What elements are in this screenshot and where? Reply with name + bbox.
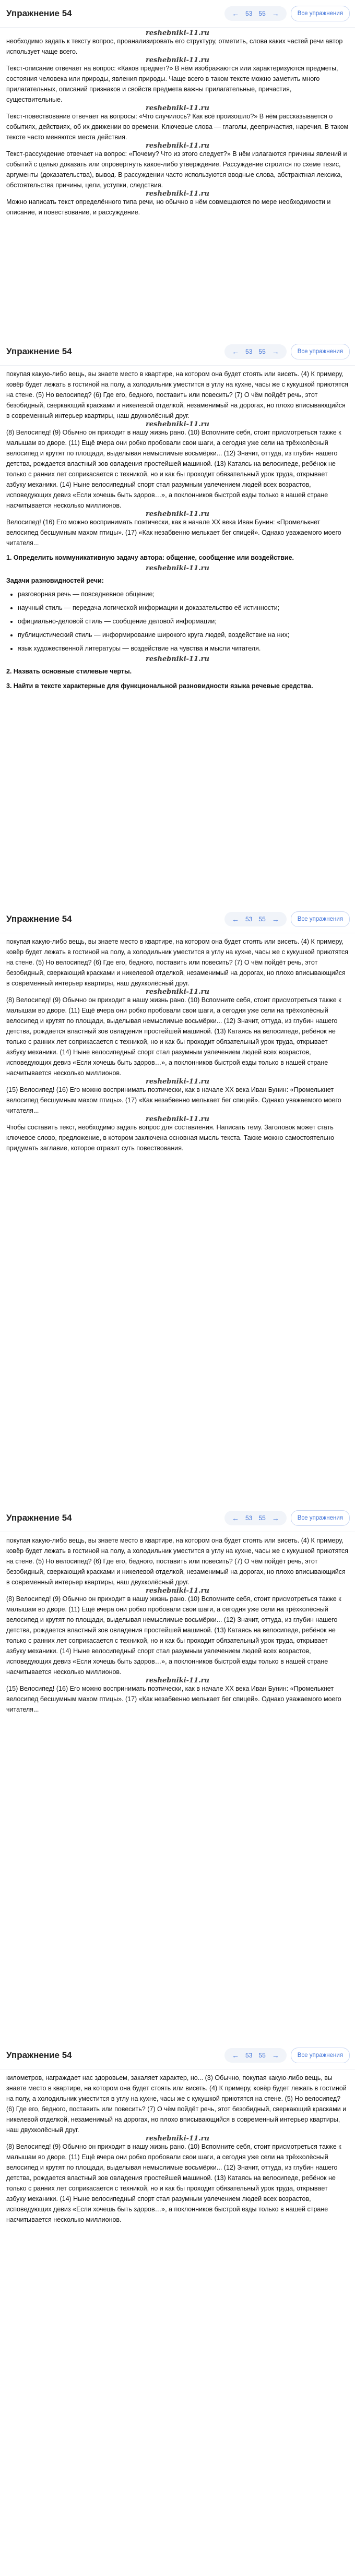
pager xyxy=(224,6,287,21)
exercise-nav xyxy=(224,2048,350,2063)
exercise-title: Упражнение 54 xyxy=(6,1513,72,1523)
watermark: reshebniki-11.ru xyxy=(146,1078,209,1086)
watermark: reshebniki-11.ru xyxy=(146,190,209,198)
paragraph: Велосипед! (16) Его можно воспринимать поэтически, как в начале XX века Иван Бунин: «Промелькнет велосипед бесшумным махом птицы». (17) «Как незабвенно мелькает бег спицей». Однако уважаемого моего читателя... xyxy=(6,519,341,547)
list-item: • официально-деловой стиль — сообщение деловой информации; xyxy=(18,616,349,627)
paragraph: (15) Велосипед! (16) Его можно воспринимать поэтически, как в начале XX века Иван Бунин: «Промелькнет велосипед бесшумным махом птицы». (17) «Как незабвенно мелькает бег спицей». Однако уважаемого моего читателя... xyxy=(6,1685,341,1713)
chevron-left-icon[interactable]: ← xyxy=(232,347,240,356)
next-exercise-link[interactable]: 55 xyxy=(258,1514,266,1522)
watermark: reshebniki-11.ru xyxy=(146,988,209,996)
watermark: reshebniki-11.ru xyxy=(146,510,209,518)
watermark: reshebniki-11.ru xyxy=(146,420,209,428)
pager xyxy=(224,344,287,359)
paragraph: Текст-описание отвечает на вопрос: «Каков предмет?» В нём изображаются или характеризуются предметы, состояния человека или природы, явления природы. Чаще всего в таком тексте можно заметить много прилагательных, описаний признаков и свойств предмета важны прилагательные, причастия, существительные. xyxy=(6,65,338,103)
watermark: reshebniki-11.ru xyxy=(146,2135,209,2142)
task-heading: Задачи разновидностей речи: xyxy=(6,577,104,584)
paragraph: (8) Велосипед! (9) Обычно он приходит в нашу жизнь рано. (10) Вспомните себя, стоит присмотреться также к малышам во дворе. (11) Ещё вчера они робко пробовали свои шаги, а сегодня уже сели на трёхколёсный велосипед и крутят по площади, выделывая немыслимые восьмёрки... (12) Значит, оттуда, из глубин нашего детства, рождается властный зов овладения простейшей машиной. (13) Катаясь на велосипеде, ребёнок не только с ранних лет соприкасается с техникой, но и как бы проходит обязательный урок труда, открывает азбуку механики. (14) Ныне велосипедный спорт стал разумным увлечением людей всех возрастов, исповедующих девиз «Если хочешь быть здоров…», а поклонников быстрой езды только в нашей стране насчитывается несколько миллионов. xyxy=(6,996,341,1077)
list-item: • разговорная речь — повседневное общение; xyxy=(18,589,349,599)
all-exercises-button[interactable]: Все упражнения xyxy=(291,1510,350,1526)
paragraph: километров, награждает нас здоровьем, закаляет характер, но... (3) Обычно, покупая какую-либо вещь, вы знаете место в квартире, на котором она будет стоять или висеть. (4) К примеру, ковёр будет лежать в гостиной на полу, а холодильник уместится в углу на кухне, часы же с кукушкой приютятся на стене. (5) Но велосипед? (6) Где его, бедного, поставить или повесить? (7) О чём пойдёт речь, этот безобидный, сверкающий красками и никелевой отделкой, незаменимый на дорогах, но плохо вписывающийся в современный интерьер квартиры, наш двухколёсный друг. xyxy=(6,2074,347,2134)
watermark: reshebniki-11.ru xyxy=(146,142,209,150)
prev-exercise-link[interactable]: 53 xyxy=(245,916,253,923)
paragraph: Текст-рассуждение отвечает на вопрос: «Почему? Что из этого следует?» В нём излагаются причины явлений и событий с целью доказать или опровергнуть какое-либо утверждение. Рассуждение строится по схеме тезис, аргументы (доказательства), вывод. В рассуждении часто используются вводные слова, абстрактная лексика, обстоятельства причины, цели, уступки, следствия. xyxy=(6,150,347,189)
list-item: • публицистический стиль — информирование широкого круга людей, воздействие на них; xyxy=(18,630,349,640)
chevron-left-icon[interactable]: ← xyxy=(232,9,240,18)
chevron-left-icon[interactable]: ← xyxy=(232,2051,240,2060)
prev-exercise-link[interactable]: 53 xyxy=(245,348,253,355)
next-exercise-link[interactable]: 55 xyxy=(258,916,266,923)
exercise-nav xyxy=(224,344,350,359)
watermark: reshebniki-11.ru xyxy=(146,1115,209,1123)
exercise-header xyxy=(0,2042,355,2069)
exercise-section-4 xyxy=(0,1504,355,2042)
watermark: reshebniki-11.ru xyxy=(146,104,209,112)
task-heading: 2. Назвать основные стилевые черты. xyxy=(6,668,132,675)
paragraph: Можно написать текст определённого типа речи, но обычно в нём совмещаются по мере необходимости и описание, и повествование, и рассуждение. xyxy=(6,198,331,216)
exercise-section-5 xyxy=(0,2042,355,2576)
watermark: reshebniki-11.ru xyxy=(146,56,209,64)
chevron-right-icon[interactable]: → xyxy=(271,1514,279,1522)
exercise-section-3 xyxy=(0,906,355,1504)
all-exercises-button[interactable]: Все упражнения xyxy=(291,344,350,359)
exercise-section-2 xyxy=(0,338,355,906)
chevron-right-icon[interactable]: → xyxy=(271,2051,279,2060)
exercise-nav xyxy=(224,911,350,927)
paragraph: покупая какую-либо вещь, вы знаете место в квартире, на котором она будет стоять или висеть. (4) К примеру, ковёр будет лежать в гостиной на полу, а холодильник уместится в углу на кухне, часы же с кукушкой приютятся на стене. (5) Но велосипед? (6) Где его, бедного, поставить или повесить? (7) О чём пойдёт речь, этот безобидный, сверкающий красками и никелевой отделкой, незаменимый на дорогах, но плохо вписывающийся в современный интерьер квартиры, наш двухколёсный друг. xyxy=(6,938,348,987)
exercise-title: Упражнение 54 xyxy=(6,914,72,924)
all-exercises-button[interactable]: Все упражнения xyxy=(291,2048,350,2063)
task-heading: 3. Найти в тексте характерные для функциональной разновидности языка речевые средства. xyxy=(6,682,313,690)
prev-exercise-link[interactable]: 53 xyxy=(245,10,253,17)
exercise-title: Упражнение 54 xyxy=(6,346,72,356)
pager xyxy=(224,2048,287,2063)
paragraph: (8) Велосипед! (9) Обычно он приходит в нашу жизнь рано. (10) Вспомните себя, стоит присмотреться также к малышам во дворе. (11) Ещё вчера они робко пробовали свои шаги, а сегодня уже сели на трёхколёсный велосипед и крутят по площади, выделывая немыслимые восьмёрки... (12) Значит, оттуда, из глубин нашего детства, рождается властный зов овладения простейшей машиной. (13) Катаясь на велосипеде, ребёнок не только с ранних лет соприкасается с техникой, но и как бы проходит обязательный урок труда, открывает азбуку механики. (14) Ныне велосипедный спорт стал разумным увлечением людей всех возрастов, исповедующих девиз «Если хочешь быть здоров…», а поклонников быстрой езды только в нашей стране насчитывается несколько миллионов. xyxy=(6,429,341,509)
all-exercises-button[interactable]: Все упражнения xyxy=(291,911,350,927)
chevron-right-icon[interactable]: → xyxy=(271,915,279,923)
list-item: • научный стиль — передача логической информации и доказательство её истинности; xyxy=(18,603,349,613)
list-item: • язык художественной литературы — воздействие на чувства и мысли читателя. xyxy=(18,643,349,654)
exercise-title: Упражнение 54 xyxy=(6,2050,72,2060)
all-exercises-button[interactable]: Все упражнения xyxy=(291,6,350,21)
speech-styles-list xyxy=(6,589,349,654)
exercise-header xyxy=(0,1504,355,1532)
chevron-left-icon[interactable]: ← xyxy=(232,1514,240,1522)
chevron-right-icon[interactable]: → xyxy=(271,9,279,18)
watermark: reshebniki-11.ru xyxy=(146,1677,209,1684)
next-exercise-link[interactable]: 55 xyxy=(258,348,266,355)
next-exercise-link[interactable]: 55 xyxy=(258,10,266,17)
paragraph: Текст-повествование отвечает на вопросы: «Что случилось? Как всё произошло?» В нём рассказывается о событиях, действиях, об их движении во времени. Ключевые слова — глаголы, деепричастия, наречия. В таком тексте часто меняются места действия. xyxy=(6,113,349,141)
exercise-header xyxy=(0,0,355,28)
exercise-nav xyxy=(224,6,350,21)
paragraph: покупая какую-либо вещь, вы знаете место в квартире, на котором она будет стоять или висеть. (4) К примеру, ковёр будет лежать в гостиной на полу, а холодильник уместится в углу на кухне, часы же с кукушкой приютятся на стене. (5) Но велосипед? (6) Где его, бедного, поставить или повесить? (7) О чём пойдёт речь, этот безобидный, сверкающий красками и никелевой отделкой, незаменимый на дорогах, но плохо вписывающийся в современный интерьер квартиры, наш двухколёсный друг. xyxy=(6,370,348,419)
prev-exercise-link[interactable]: 53 xyxy=(245,1514,253,1522)
pager xyxy=(224,912,287,926)
exercise-section-1 xyxy=(0,0,355,338)
prev-exercise-link[interactable]: 53 xyxy=(245,2052,253,2059)
paragraph: (8) Велосипед! (9) Обычно он приходит в нашу жизнь рано. (10) Вспомните себя, стоит присмотреться также к малышам во дворе. (11) Ещё вчера они робко пробовали свои шаги, а сегодня уже сели на трёхколёсный велосипед и крутят по площади, выделывая немыслимые восьмёрки... (12) Значит, оттуда, из глубин нашего детства, рождается властный зов овладения простейшей машиной. (13) Катаясь на велосипеде, ребёнок не только с ранних лет соприкасается с техникой, но и как бы проходит обязательный урок труда, открывает азбуку механики. (14) Ныне велосипедный спорт стал разумным увлечением людей всех возрастов, исповедующих девиз «Если хочешь быть здоров…», а поклонников быстрой езды только в нашей стране насчитывается несколько миллионов. xyxy=(6,2143,341,2223)
next-exercise-link[interactable]: 55 xyxy=(258,2052,266,2059)
paragraph: (8) Велосипед! (9) Обычно он приходит в нашу жизнь рано. (10) Вспомните себя, стоит присмотреться также к малышам во дворе. (11) Ещё вчера они робко пробовали свои шаги, а сегодня уже сели на трёхколёсный велосипед и крутят по площади, выделывая немыслимые восьмёрки... (12) Значит, оттуда, из глубин нашего детства, рождается властный зов овладения простейшей машиной. (13) Катаясь на велосипеде, ребёнок не только с ранних лет соприкасается с техникой, но и как бы проходит обязательный урок труда, открывает азбуку механики. (14) Ныне велосипедный спорт стал разумным увлечением людей всех возрастов, исповедующих девиз «Если хочешь быть здоров…», а поклонников быстрой езды только в нашей стране насчитывается несколько миллионов. xyxy=(6,1595,341,1676)
chevron-left-icon[interactable]: ← xyxy=(232,915,240,923)
exercise-header xyxy=(0,906,355,933)
exercise-title: Упражнение 54 xyxy=(6,8,72,18)
watermark: reshebniki-11.ru xyxy=(146,1587,209,1595)
paragraph: необходимо задать к тексту вопрос, проанализировать его структуру, отметить, слова каких частей речи автор использует чаще всего. xyxy=(6,38,343,55)
pager xyxy=(224,1511,287,1525)
watermark: reshebniki-11.ru xyxy=(146,29,209,37)
paragraph: Чтобы составить текст, необходимо задать вопрос для составления. Написать тему. Заголовок может стать ключевое слово, предложение, в котором заключена основная мысль текста. Также можно самостоятельно придумать заглавие, которое отразит суть повествования. xyxy=(6,1124,335,1152)
watermark: reshebniki-11.ru xyxy=(146,655,209,663)
watermark: reshebniki-11.ru xyxy=(146,564,209,572)
exercise-nav xyxy=(224,1510,350,1526)
paragraph: (15) Велосипед! (16) Его можно воспринимать поэтически, как в начале XX века Иван Бунин: «Промелькнет велосипед бесшумным махом птицы». (17) «Как незабвенно мелькает бег спицей». Однако уважаемого моего читателя... xyxy=(6,1086,341,1114)
paragraph: покупая какую-либо вещь, вы знаете место в квартире, на котором она будет стоять или висеть. (4) К примеру, ковёр будет лежать в гостиной на полу, а холодильник уместится в углу на кухне, часы же с кукушкой приютятся на стене. (5) Но велосипед? (6) Где его, бедного, поставить или повесить? (7) О чём пойдёт речь, этот безобидный, сверкающий красками и никелевой отделкой, незаменимый на дорогах, но плохо вписывающийся в современный интерьер квартиры, наш двухколёсный друг. xyxy=(6,1537,348,1586)
task-heading: 1. Определить коммуникативную задачу автора: общение, сообщение или воздействие. xyxy=(6,554,294,561)
exercise-header xyxy=(0,338,355,366)
chevron-right-icon[interactable]: → xyxy=(271,347,279,356)
